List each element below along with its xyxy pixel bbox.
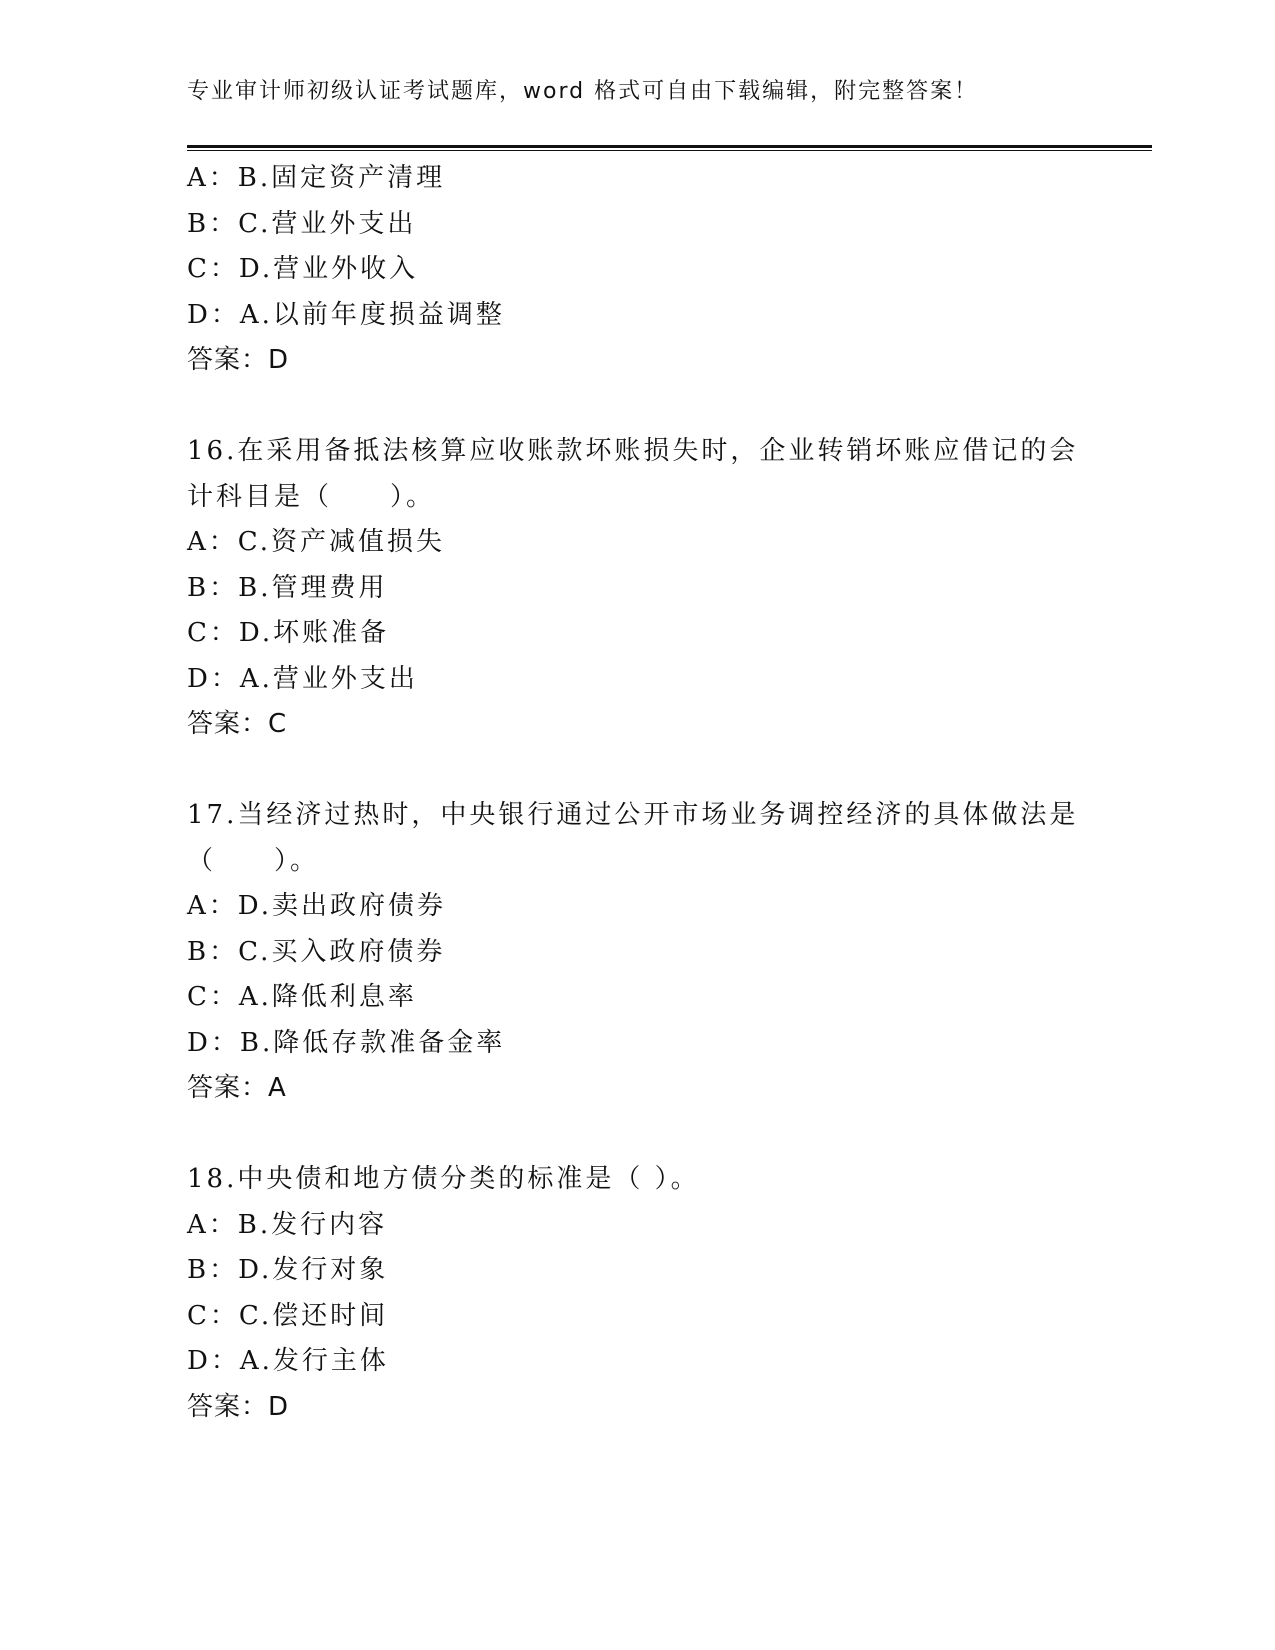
option-c: C：D.坏账准备 [187, 618, 390, 648]
question-text: （ ）。 [187, 845, 320, 876]
option-b: B：C.营业外支出 [187, 208, 417, 239]
option-c: C：D.营业外收入 [187, 254, 419, 284]
question-block [187, 429, 1137, 748]
option-a: A：B.固定资产清理 [187, 163, 446, 193]
question-text: 17.当经济过热时，中央银行通过公开市场业务调控经济的具体做法是 [187, 800, 1079, 830]
header-rule-thin [187, 150, 1152, 151]
question-block [187, 1157, 1137, 1430]
option-a: A：B.发行内容 [187, 1209, 388, 1240]
spacer [187, 748, 1137, 794]
answer-line: 答案：D [187, 1391, 290, 1422]
option-b: B：B.管理费用 [187, 572, 388, 603]
question-text: 18.中央债和地方债分类的标准是（ ）。 [187, 1164, 700, 1194]
answer-line: 答案：A [187, 1073, 287, 1103]
option-d: D：B.降低存款准备金率 [187, 1027, 506, 1058]
spacer [187, 384, 1137, 430]
answer-line: 答案：D [187, 345, 290, 375]
page-header: 专业审计师初级认证考试题库，word 格式可自由下载编辑，附完整答案！ [187, 79, 979, 104]
option-a: A：C.资产减值损失 [187, 527, 446, 557]
header-rule-thick [187, 145, 1152, 148]
option-b: B：C.买入政府债券 [187, 936, 446, 967]
question-list [187, 156, 1137, 1430]
question-text: 计科目是（ ）。 [187, 481, 436, 512]
option-c: C：C.偿还时间 [187, 1300, 389, 1331]
option-d: D：A.营业外支出 [187, 663, 418, 694]
option-a: A：D.卖出政府债券 [187, 891, 446, 921]
question-text: 16.在采用备抵法核算应收账款坏账损失时，企业转销坏账应借记的会 [187, 436, 1079, 466]
option-c: C：A.降低利息率 [187, 982, 417, 1012]
option-b: B：D.发行对象 [187, 1255, 389, 1285]
question-block [187, 793, 1137, 1112]
option-d: D：A.以前年度损益调整 [187, 299, 505, 330]
option-d: D：A.发行主体 [187, 1346, 389, 1376]
question-block [187, 156, 1137, 384]
answer-line: 答案：C [187, 709, 288, 739]
spacer [187, 1112, 1137, 1158]
